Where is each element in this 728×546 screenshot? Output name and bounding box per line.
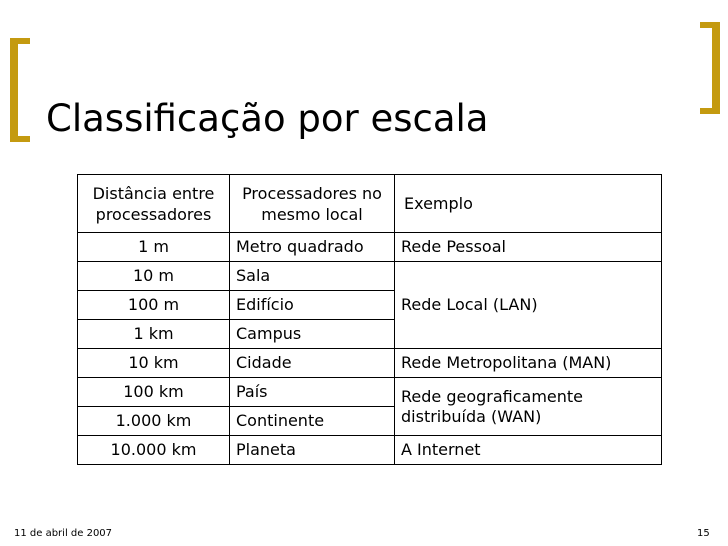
distance-cell: 1 m bbox=[78, 233, 230, 262]
example-cell: Rede geograficamente distribuída (WAN) bbox=[395, 378, 662, 436]
table-row bbox=[78, 349, 662, 378]
location-cell: Metro quadrado bbox=[230, 233, 395, 262]
distance-cell: 1.000 km bbox=[78, 407, 230, 436]
header-location: Processadores no mesmo local bbox=[230, 175, 395, 233]
example-cell: Rede Pessoal bbox=[395, 233, 662, 262]
table-row bbox=[78, 262, 662, 291]
location-cell: Edifício bbox=[230, 291, 395, 320]
header-example: Exemplo bbox=[395, 175, 662, 233]
scale-classification-table bbox=[77, 174, 662, 465]
example-cell: Rede Local (LAN) bbox=[395, 262, 662, 349]
example-cell: Rede Metropolitana (MAN) bbox=[395, 349, 662, 378]
distance-cell: 100 km bbox=[78, 378, 230, 407]
location-cell: Planeta bbox=[230, 436, 395, 465]
distance-cell: 10.000 km bbox=[78, 436, 230, 465]
distance-cell: 10 km bbox=[78, 349, 230, 378]
table-row bbox=[78, 233, 662, 262]
left-bracket-decoration bbox=[10, 38, 30, 142]
page-number: 15 bbox=[697, 528, 710, 539]
header-distance: Distância entre processadores bbox=[78, 175, 230, 233]
table-row bbox=[78, 378, 662, 407]
distance-cell: 10 m bbox=[78, 262, 230, 291]
table-row bbox=[78, 436, 662, 465]
example-cell: A Internet bbox=[395, 436, 662, 465]
location-cell: País bbox=[230, 378, 395, 407]
location-cell: Continente bbox=[230, 407, 395, 436]
slide-title: Classificação por escala bbox=[46, 96, 489, 140]
location-cell: Sala bbox=[230, 262, 395, 291]
footer-date: 11 de abril de 2007 bbox=[14, 528, 113, 539]
distance-cell: 100 m bbox=[78, 291, 230, 320]
table-header-row bbox=[78, 175, 662, 233]
location-cell: Campus bbox=[230, 320, 395, 349]
location-cell: Cidade bbox=[230, 349, 395, 378]
distance-cell: 1 km bbox=[78, 320, 230, 349]
right-bracket-decoration bbox=[700, 22, 720, 114]
